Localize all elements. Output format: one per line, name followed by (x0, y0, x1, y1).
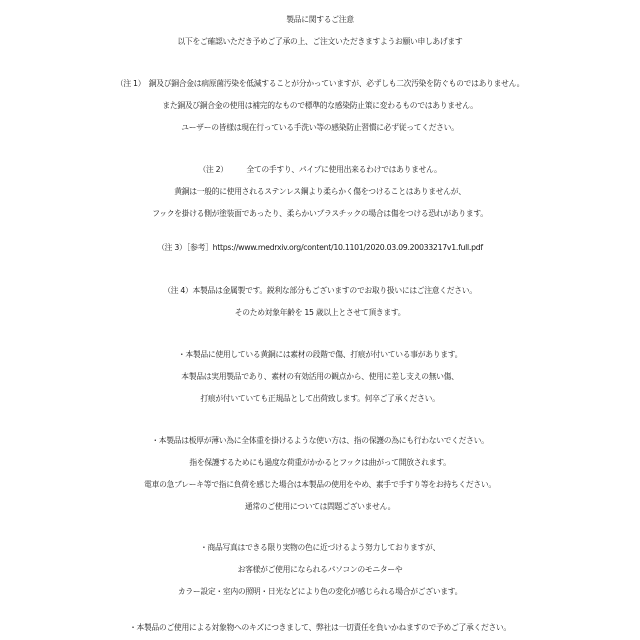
notice-title: 製品に関するご注意 (286, 15, 354, 24)
bullet1-line2: 本製品は実用製品であり、素材の有効活用の観点から、使用に差し支えの無い傷、 (181, 372, 459, 381)
note2-line2: 黄銅は一般的に使用されるステンレス鋼より柔らかく傷をつけることはありませんが、 (174, 187, 466, 196)
bullet1-line1: ・本製品に使用している黄銅には素材の段階で傷、打痕が付いている事があります。 (177, 350, 463, 359)
notice-intro: 以下をご確認いただき予めご了承の上、ご注文いただきますようお願い申しあげます (177, 37, 463, 46)
bullet2-line3: 電車の急ブレーキ等で指に負荷を感じた場合は本製品の使用をやめ、素手で手すり等をお持ちください。 (144, 480, 496, 489)
note3-reference: （注 3）［参考］https://www.medrxiv.org/content/10.1101/2020.03.09.20033217v1.full.pdf (157, 243, 483, 252)
bullet2-line4: 通常のご使用については問題ございません。 (244, 502, 396, 511)
bullet2-line2: 指を保護するためにも過度な荷重がかかるとフックは曲がって開放されます。 (189, 458, 451, 467)
note2-line3: フックを掛ける側が塗装面であったり、柔らかいプラスチックの場合は傷をつける恐れがあります。 (152, 209, 488, 218)
note4-line1: （注 4）本製品は金属製です。鋭利な部分もございますのでお取り扱いにはご注意ください。 (163, 286, 477, 295)
bullet3-line3: カラー設定・室内の照明・日光などにより色の変化が感じられる場合がございます。 (177, 587, 463, 596)
bullet3-line2: お客様がご使用になられるパソコンのモニターや (237, 565, 403, 574)
note1-line2: また銅及び銅合金の使用は補完的なもので標準的な感染防止策に変わるものではありません。 (162, 101, 478, 110)
note4-line2: そのため対象年齢を 15 歳以上とさせて頂きます。 (234, 308, 406, 317)
bullet4-line1: ・本製品のご使用による対象物へのキズにつきまして、弊社は一切責任を負いかねますので予めご了承ください。 (129, 623, 511, 632)
bullet1-line3: 打痕が付いていても正規品として出荷致します。何卒ご了承ください。 (200, 394, 440, 403)
bullet2-line1: ・本製品は板厚が薄い為に全体重を掛けるような使い方は、指の保護の為にも行わないでください。 (151, 436, 489, 445)
bullet3-line1: ・商品写真はできる限り実物の色に近づけるよう努力しておりますが、 (200, 543, 440, 552)
note1-line3: ユーザーの皆様は現在行っている手洗い等の感染防止習慣に必ず従ってください。 (181, 123, 459, 132)
note1-line1: （注 1） 銅及び銅合金は病原菌汚染を低減することが分かっていますが、必ずしも二次汚染を防ぐものではありません。 (115, 79, 525, 88)
note2-line1: （注 2） 全ての手すり、パイプに使用出来るわけではありません。 (198, 165, 442, 174)
